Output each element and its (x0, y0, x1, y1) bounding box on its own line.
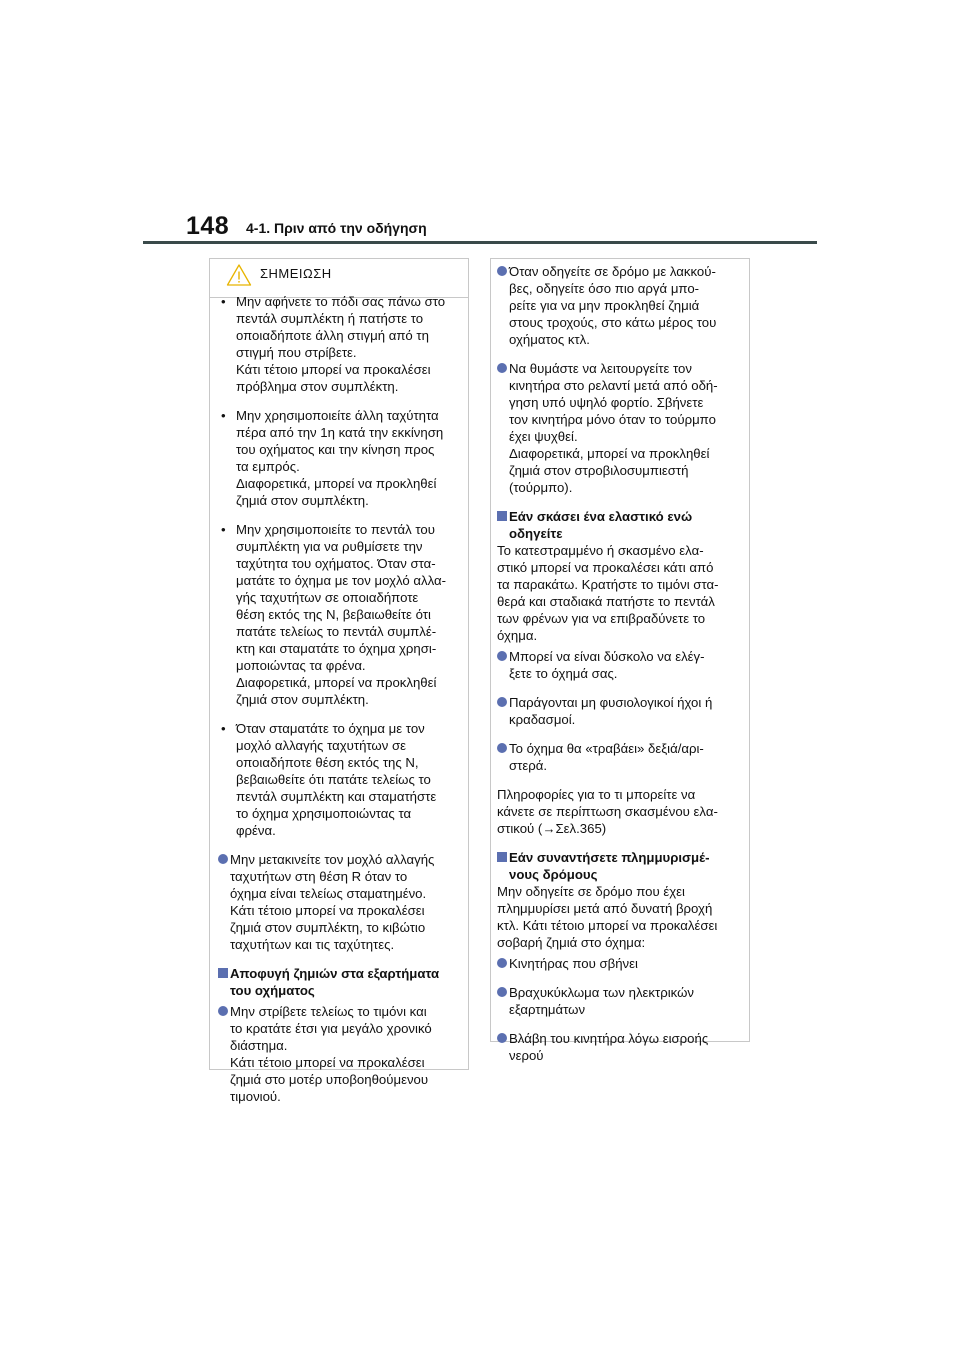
dot-item (497, 984, 747, 1018)
text-line: Εάν συναντήσετε πλημμυρισμέ- (509, 850, 710, 865)
blue-square-bullet-icon (497, 511, 507, 521)
text-line: οποιαδήποτε άλλη στιγμή από τη (236, 328, 429, 343)
text-line: Πληροφορίες για το τι μπορείτε να (497, 787, 696, 802)
text-line: Μην στρίβετε τελείως το τιμόνι και (230, 1004, 427, 1019)
dot-item (497, 648, 747, 682)
text-line: Το όχημα θα «τραβάει» δεξιά/αρι- (509, 741, 704, 756)
text-line: Κάτι τέτοιο μπορεί να προκαλέσει (230, 903, 425, 918)
text-line: Διαφορετικά, μπορεί να προκληθεί (509, 446, 710, 461)
text-line: σοβαρή ζημιά στο όχημα: (497, 935, 646, 950)
dot-item (218, 851, 464, 953)
text-line: οδηγείτε (509, 526, 563, 541)
text-line: (τούρμπο). (509, 480, 573, 495)
text-line: θερά και σταδιακά πατήστε το πεντάλ (497, 594, 715, 609)
blue-circle-bullet-icon (218, 854, 228, 864)
text-line: Μην αφήνετε το πόδι σας πάνω στο (236, 294, 446, 309)
dot-item (497, 263, 747, 348)
text-line: γηση υπό υψηλό φορτίο. Σβήνετε (509, 395, 704, 410)
text-line: του οχήματος (230, 983, 315, 998)
text-line: φρένα. (236, 823, 276, 838)
text-line: όχημα είναι τελείως σταματημένο. (230, 886, 427, 901)
subheading (497, 849, 747, 883)
text-line: πλημμυρίσει μετά από δυνατή βροχή (497, 901, 713, 916)
blue-square-bullet-icon (497, 852, 507, 862)
text-line: τα εμπρός. (236, 459, 300, 474)
text-line: νους δρόμους (509, 867, 598, 882)
blue-circle-bullet-icon (497, 958, 507, 968)
bullet-dot: • (221, 721, 226, 736)
text-line: διάστημα. (230, 1038, 288, 1053)
text-line: Το κατεστραμμένο ή σκασμένο ελα- (497, 543, 704, 558)
text-line: βεβαιωθείτε ότι πατάτε τελείως το (236, 772, 431, 787)
note-item (218, 720, 464, 839)
text-line: ταχύτητα του οχήματος. Όταν στα- (236, 556, 436, 571)
left-column-body (218, 293, 464, 1105)
text-line: Παράγονται μη φυσιολογικοί ήχοι ή (509, 695, 713, 710)
text-line: γής ταχυτήτων σε οποιαδήποτε (236, 590, 419, 605)
text-line: Όταν οδηγείτε σε δρόμο με λακκού- (509, 264, 716, 279)
text-line: πεντάλ συμπλέκτη και σταματήστε (236, 789, 437, 804)
text-line: Βλάβη του κινητήρα λόγω εισροής (509, 1031, 709, 1046)
blue-circle-bullet-icon (218, 1006, 228, 1016)
subheading (497, 508, 747, 542)
page-reference-link[interactable]: στικού (→Σελ.365) (497, 821, 607, 836)
text-line: εξαρτημάτων (509, 1002, 586, 1017)
text-line: Κινητήρας που σβήνει (509, 956, 638, 971)
dot-item (497, 360, 747, 496)
text-line: του οχήματος και την κίνηση προς (236, 442, 435, 457)
text-line: ματάτε το όχημα με τον μοχλό αλλα- (236, 573, 447, 588)
text-line: Εάν σκάσει ένα ελαστικό ενώ (509, 509, 693, 524)
note-title: ΣΗΜΕΙΩΣΗ (260, 266, 332, 281)
text-line: Μην χρησιμοποιείτε το πεντάλ του (236, 522, 435, 537)
text-line: μοποιώντας τα φρένα. (236, 658, 366, 673)
blue-circle-bullet-icon (497, 266, 507, 276)
text-line: πρόβλημα στον συμπλέκτη. (236, 379, 399, 394)
dot-item (497, 955, 747, 972)
note-box-continued (490, 258, 750, 1063)
blue-circle-bullet-icon (497, 987, 507, 997)
section-title: 4-1. Πριν από την οδήγηση (246, 220, 427, 236)
text-line: νερού (509, 1048, 544, 1063)
text-line: οποιαδήποτε θέση εκτός της N, (236, 755, 419, 770)
dot-item (497, 1030, 747, 1064)
text-line: συμπλέκτη για να ρυθμίσετε την (236, 539, 423, 554)
text-line: Όταν σταματάτε το όχημα με τον (236, 721, 425, 736)
page-number: 148 (186, 212, 230, 240)
text-line: των φρένων για να επιβραδύνετε το (497, 611, 706, 626)
text-line: ρείτε για να μην προκληθεί ζημιά (509, 298, 700, 313)
text-line: ξετε το όχημά σας. (509, 666, 618, 681)
text-line: θέση εκτός της N, βεβαιωθείτε ότι (236, 607, 431, 622)
text-line: Αποφυγή ζημιών στα εξαρτήματα (230, 966, 440, 981)
text-line: μοχλό αλλαγής ταχυτήτων σε (236, 738, 406, 753)
dot-item (497, 740, 747, 774)
text-line: τα παρακάτω. Κρατήστε το τιμόνι στα- (497, 577, 719, 592)
text-line: ζημιά στον συμπλέκτη. (236, 493, 369, 508)
text-line: Κάτι τέτοιο μπορεί να προκαλέσει (230, 1055, 425, 1070)
blue-circle-bullet-icon (497, 1033, 507, 1043)
blue-circle-bullet-icon (497, 743, 507, 753)
text-line: κινητήρα στο ρελαντί μετά από οδή- (509, 378, 718, 393)
text-line: ζημιά στον στροβιλοσυμπιεστή (509, 463, 689, 478)
text-line: ζημιά στον συμπλέκτη, το κιβώτιο (230, 920, 426, 935)
text-line: Βραχυκύκλωμα των ηλεκτρικών (509, 985, 694, 1000)
text-line: ταχυτήτων στη θέση R όταν το (230, 869, 408, 884)
note-box (209, 258, 469, 1104)
text-line: πέρα από την 1η κατά την εκκίνηση (236, 425, 444, 440)
text-line: κάνετε σε περίπτωση σκασμένου ελα- (497, 804, 718, 819)
blue-square-bullet-icon (218, 968, 228, 978)
bullet-dot: • (221, 522, 226, 537)
right-column-body (497, 263, 747, 1064)
subheading (218, 965, 464, 999)
blue-circle-bullet-icon (497, 651, 507, 661)
text-line: στικό μπορεί να προκαλέσει κάτι από (497, 560, 714, 575)
paragraph (497, 786, 747, 837)
text-line: κραδασμοί. (509, 712, 576, 727)
header-rule (143, 241, 817, 244)
text-line: Διαφορετικά, μπορεί να προκληθεί (236, 476, 437, 491)
text-line: Διαφορετικά, μπορεί να προκληθεί (236, 675, 437, 690)
text-line: οχήματος κτλ. (509, 332, 590, 347)
text-line: έχει ψυχθεί. (509, 429, 578, 444)
text-line: τον κινητήρα μόνο όταν το τούρμπο (509, 412, 716, 427)
text-line: στους τροχούς, στο κάτω μέρος του (509, 315, 717, 330)
paragraph (497, 542, 747, 644)
text-line: πατάτε τελείως το πεντάλ συμπλέ- (236, 624, 437, 639)
dot-item (497, 694, 747, 728)
text-line: κτη και σταματάτε το όχημα χρησι- (236, 641, 437, 656)
text-line: Να θυμάστε να λειτουργείτε τον (509, 361, 692, 376)
text-line: το όχημα χρησιμοποιώντας τα (236, 806, 412, 821)
bullet-dot: • (221, 408, 226, 423)
dot-item (218, 1003, 464, 1105)
text-line: στιγμή που στρίβετε. (236, 345, 357, 360)
note-item (218, 407, 464, 509)
warning-triangle-icon (226, 263, 252, 291)
note-item (218, 521, 464, 708)
text-line: κτλ. Κάτι τέτοιο μπορεί να προκαλέσει (497, 918, 718, 933)
blue-circle-bullet-icon (497, 697, 507, 707)
text-line: Μην οδηγείτε σε δρόμο που έχει (497, 884, 685, 899)
text-line: τιμονιού. (230, 1089, 281, 1104)
text-line: Μην μετακινείτε τον μοχλό αλλαγής (230, 852, 435, 867)
text-line: το κρατάτε έτσι για μεγάλο χρονικό (230, 1021, 432, 1036)
text-line: ταχυτήτων και τις ταχύτητες. (230, 937, 395, 952)
paragraph (497, 883, 747, 951)
text-line: Κάτι τέτοιο μπορεί να προκαλέσει (236, 362, 431, 377)
text-line: ζημιά στο μοτέρ υποβοηθούμενου (230, 1072, 429, 1087)
text-line: πεντάλ συμπλέκτη ή πατήστε το (236, 311, 424, 326)
text-line: στερά. (509, 758, 548, 773)
text-line: Μπορεί να είναι δύσκολο να ελέγ- (509, 649, 705, 664)
text-line: βες, οδηγείτε όσο πιο αργά μπο- (509, 281, 700, 296)
text-line: όχημα. (497, 628, 538, 643)
note-item (218, 293, 464, 395)
text-line: Μην χρησιμοποιείτε άλλη ταχύτητα (236, 408, 439, 423)
bullet-dot: • (221, 294, 226, 309)
blue-circle-bullet-icon (497, 363, 507, 373)
text-line: ζημιά στον συμπλέκτη. (236, 692, 369, 707)
